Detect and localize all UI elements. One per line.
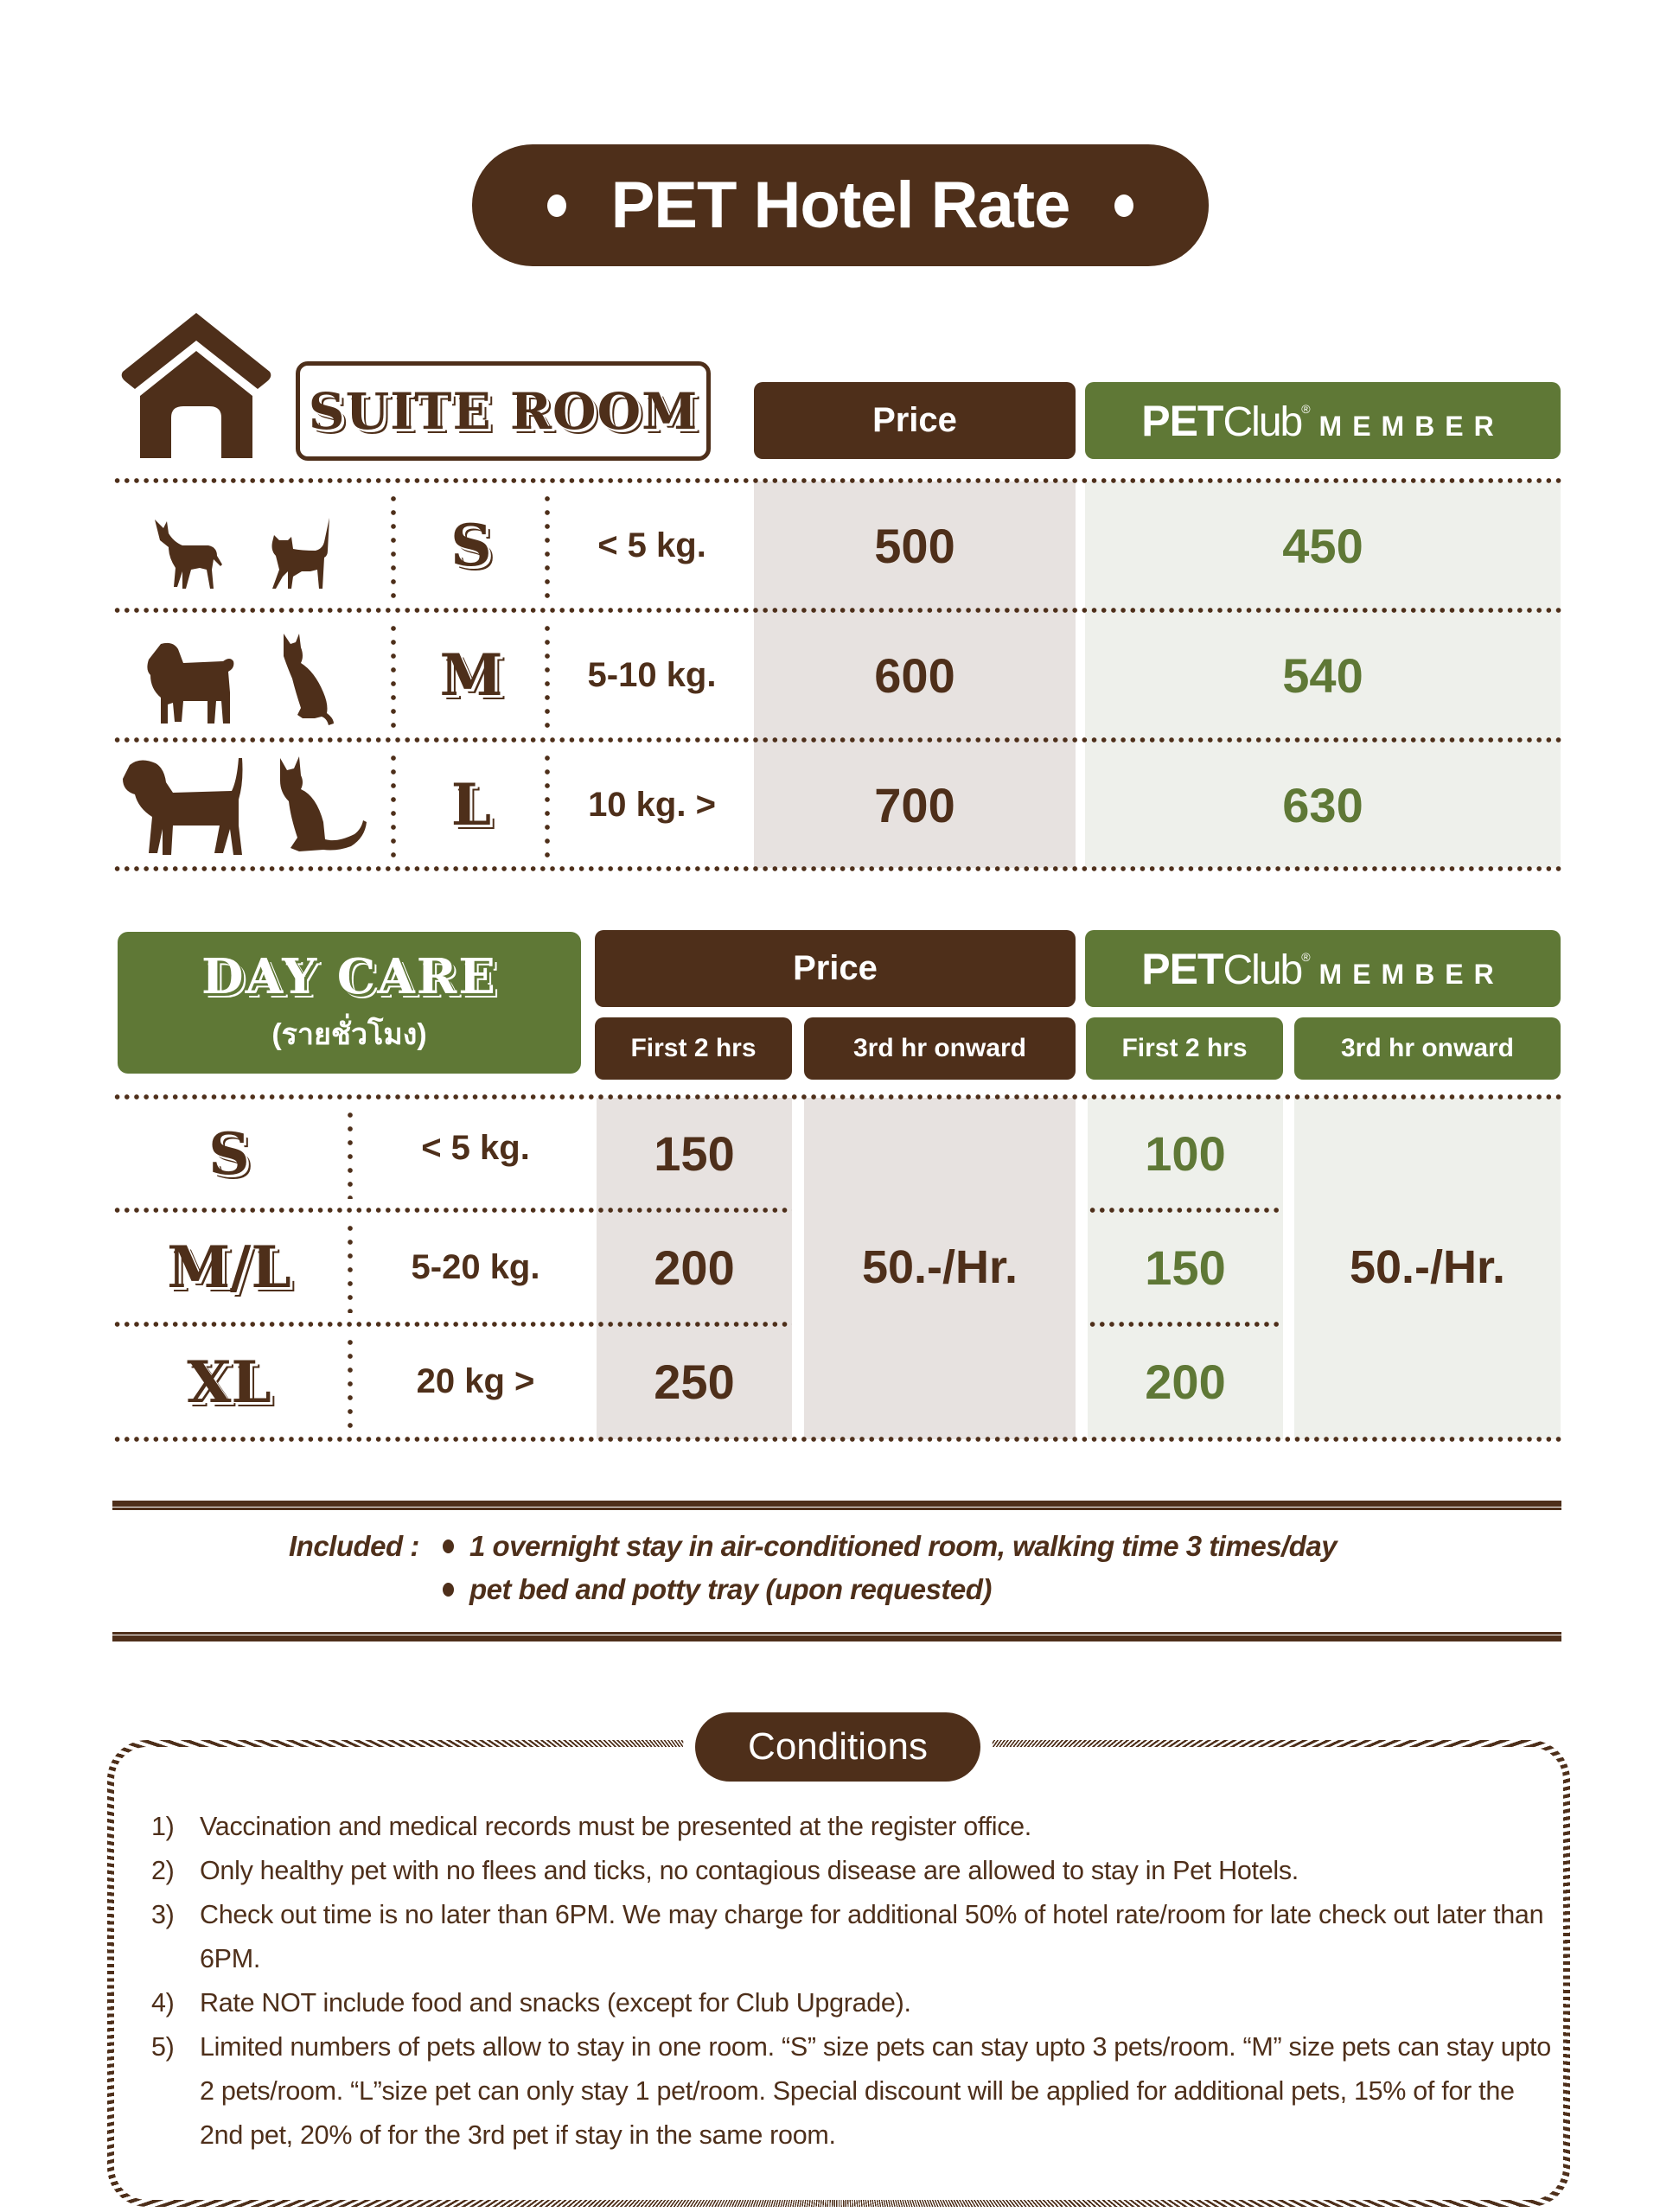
registered-mark: ®	[1301, 949, 1311, 964]
daycare-member-header	[1085, 930, 1561, 1007]
petclub-brand-bold: PET	[1141, 944, 1223, 993]
first2-price: 150	[654, 1126, 735, 1181]
bullet-dot-icon	[547, 194, 566, 217]
daycare-row-xl	[112, 1327, 1561, 1437]
bullet-dot-icon	[1114, 194, 1133, 217]
suite-price-header: Price	[754, 382, 1076, 459]
weight-range: 5-20 kg.	[411, 1247, 540, 1286]
weight-range: < 5 kg.	[597, 526, 706, 564]
condition-item	[151, 2025, 1552, 2158]
day-care-subtitle: (รายชั่วโมง)	[271, 1018, 427, 1051]
condition-number: 4)	[151, 1988, 175, 2018]
included-label: Included :	[289, 1530, 419, 1562]
price-value: 500	[874, 518, 955, 573]
condition-number: 3)	[151, 1900, 175, 1929]
suite-member-header	[1085, 382, 1561, 459]
condition-number: 2)	[151, 1856, 175, 1885]
condition-number: 5)	[151, 2032, 175, 2062]
hourly-rate: 50.-/Hr.	[861, 1241, 1018, 1293]
column-divider	[348, 1108, 353, 1199]
member-label: MEMBER	[1318, 410, 1504, 442]
petclub-brand-light: Club	[1223, 398, 1302, 445]
suite-row-l	[112, 743, 1561, 867]
price-value: 600	[874, 647, 955, 703]
column-divider	[391, 492, 396, 599]
member-price-value: 450	[1282, 518, 1363, 573]
cat-standing-icon	[267, 516, 336, 594]
pet-icons	[130, 507, 354, 594]
daycare-row-s	[112, 1100, 1561, 1208]
included-item: 1 overnight stay in air-conditioned room, walking time 3 times/day	[469, 1530, 1338, 1562]
beagle-icon	[121, 756, 255, 858]
condition-number: 1)	[151, 1812, 175, 1841]
pet-icons	[130, 632, 354, 727]
dog-house-icon	[119, 309, 273, 458]
member-first2-price: 150	[1145, 1240, 1226, 1295]
double-rule-bottom	[112, 1632, 1561, 1641]
member-price-value: 630	[1282, 777, 1363, 832]
subheader-first-2-hrs: First 2 hrs	[595, 1017, 792, 1080]
weight-range: 20 kg >	[416, 1362, 535, 1400]
registered-mark: ®	[1301, 401, 1311, 416]
included-section	[289, 1527, 1551, 1613]
day-care-label	[118, 932, 581, 1074]
condition-item	[151, 1849, 1552, 1893]
first2-price: 250	[654, 1355, 735, 1409]
column-divider	[391, 622, 396, 729]
member-hourly-rate: 50.-/Hr.	[1349, 1241, 1506, 1293]
condition-item	[151, 1805, 1552, 1849]
size-label: S	[208, 1119, 250, 1188]
included-item: pet bed and potty tray (upon requested)	[469, 1573, 992, 1605]
petclub-brand-bold: PET	[1141, 396, 1223, 445]
condition-item	[151, 1981, 1552, 2025]
bullet-icon	[443, 1583, 454, 1597]
price-value: 700	[874, 777, 955, 832]
petclub-logo	[1141, 396, 1504, 446]
pet-icons	[114, 755, 374, 858]
suite-row-s	[112, 483, 1561, 608]
column-divider	[391, 751, 396, 858]
row-divider	[112, 1437, 1561, 1442]
column-divider	[348, 1221, 353, 1313]
chihuahua-icon	[148, 516, 230, 594]
member-subheader-first-2-hrs: First 2 hrs	[1086, 1017, 1283, 1080]
first2-price: 200	[654, 1240, 735, 1295]
size-label: L	[450, 771, 492, 838]
conditions-list	[151, 1805, 1552, 2158]
conditions-title: Conditions	[695, 1712, 980, 1782]
double-rule-top	[112, 1501, 1561, 1510]
petclub-brand-light: Club	[1223, 947, 1302, 993]
weight-range: 5-10 kg.	[587, 655, 717, 694]
pug-icon	[144, 641, 243, 727]
condition-item	[151, 1893, 1552, 1981]
size-label: XL	[187, 1348, 271, 1416]
size-label: M	[439, 641, 503, 709]
size-label: S	[450, 512, 492, 579]
condition-text: Check out time is no later than 6PM. We may charge for additional 50% of hotel rate/room for late check out later than 6PM.	[200, 1900, 1544, 1973]
suite-room-label: SUITE ROOM	[296, 361, 711, 461]
size-label: M/L	[167, 1233, 291, 1301]
condition-text: Rate NOT include food and snacks (except for Club Upgrade).	[200, 1988, 911, 2018]
cat-sitting-large-icon	[268, 756, 367, 858]
member-first2-price: 100	[1145, 1126, 1226, 1181]
page-title: PET Hotel Rate	[610, 169, 1070, 242]
member-first2-price: 200	[1145, 1355, 1226, 1409]
weight-range: < 5 kg.	[421, 1129, 530, 1167]
page-title-banner	[472, 144, 1209, 266]
subheader-3rd-hr-onward: 3rd hr onward	[804, 1017, 1076, 1080]
condition-text: Vaccination and medical records must be presented at the register office.	[200, 1812, 1031, 1841]
bullet-icon	[443, 1539, 454, 1553]
condition-text: Only healthy pet with no flees and ticks, no contagious disease are allowed to stay in Pet Hotels.	[200, 1856, 1299, 1885]
suite-row-m	[112, 613, 1561, 737]
member-price-value: 540	[1282, 647, 1363, 703]
member-label: MEMBER	[1318, 958, 1504, 990]
petclub-logo	[1141, 944, 1504, 994]
member-subheader-3rd-hr-onward: 3rd hr onward	[1294, 1017, 1561, 1080]
weight-range: 10 kg. >	[588, 785, 716, 824]
cat-sitting-icon	[271, 632, 341, 727]
condition-text: Limited numbers of pets allow to stay in one room. “S” size pets can stay upto 3 pets/room. “M” size pets can stay upto 2 pets/room. “L”size pet can only stay 1 pet/room. Special discount will be applied for additional pets, 15% of for the 2nd pet, 20% of for the 3rd pet if stay in the same room.	[200, 2032, 1551, 2150]
day-care-title: DAY CARE	[201, 948, 497, 1005]
column-divider	[348, 1335, 353, 1428]
daycare-price-header: Price	[595, 930, 1076, 1007]
